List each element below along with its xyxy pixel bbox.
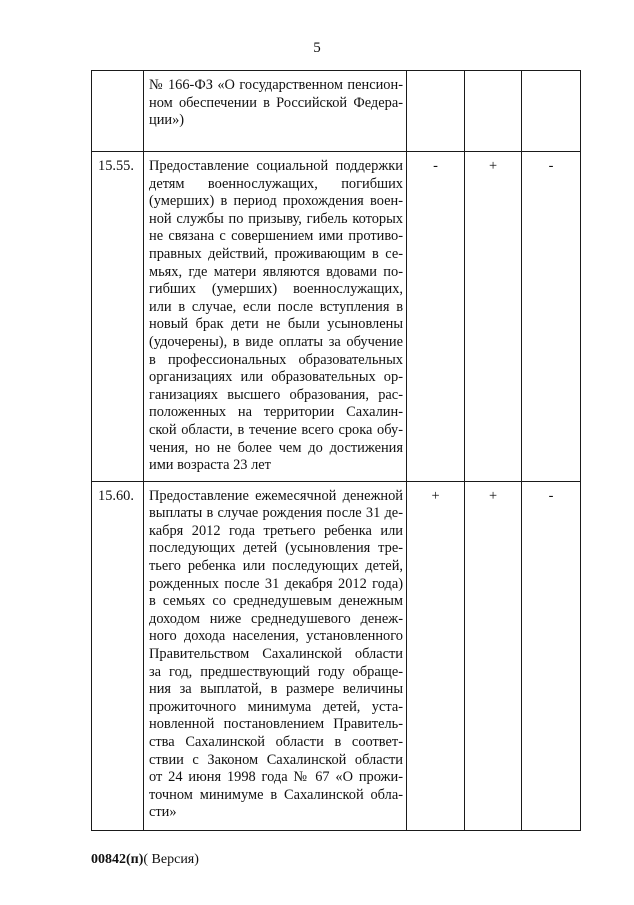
mark-column-1: + — [407, 481, 465, 830]
row-description — [144, 481, 407, 830]
description-line: ном обеспечении в Российской Федера- — [149, 94, 403, 111]
description-line: ими возраста 23 лет — [149, 457, 271, 474]
description-line: последующих детей (усыновления тре- — [149, 540, 403, 557]
description-line: (удочерены), в виде оплаты за обучение — [149, 333, 403, 350]
description-line: или в случае, если после вступления в — [149, 298, 403, 315]
row-number — [92, 71, 144, 152]
row-number: 15.55. — [92, 152, 144, 482]
table-row — [92, 481, 581, 830]
description-line: № 166-ФЗ «О государственном пенсион- — [149, 77, 403, 93]
description-line: организациях или образовательных ор- — [149, 369, 403, 386]
document-footer — [91, 852, 199, 868]
description-line: ганизациях высшего образования, рас- — [149, 386, 403, 403]
description-line: Предоставление социальной поддержки — [149, 158, 403, 174]
description-line: (умерших) в период прохождения воен- — [149, 193, 403, 210]
description-line: тьего ребенка или последующих детей, — [149, 558, 403, 575]
description-line: не связана с совершением ими противо- — [149, 228, 403, 245]
mark-column-3: - — [522, 152, 581, 482]
description-line: ной службы по призыву, гибель которых — [149, 210, 403, 227]
description-line: правных действий, проживающим в се- — [149, 245, 403, 262]
row-number: 15.60. — [92, 481, 144, 830]
description-line: новый брак дети не были усыновлены — [149, 316, 403, 333]
description-line: кабря 2012 года третьего ребенка или — [149, 522, 403, 539]
description-line: прожиточного минимума детей, уста- — [149, 698, 403, 715]
description-line: мьях, где матери являются вдовами по- — [149, 263, 403, 280]
page-number: 5 — [313, 40, 321, 56]
description-line: выплаты в случае рождения после 31 де- — [149, 505, 403, 522]
description-line: Предоставление ежемесячной денежной — [149, 487, 403, 504]
description-line: детям военнослужащих, погибших — [149, 175, 403, 192]
description-line: Правительством Сахалинской области — [149, 646, 403, 663]
description-line: ства Сахалинской области в соответ- — [149, 734, 403, 750]
description-line: ской области, в течение всего срока обу- — [149, 421, 403, 438]
description-line: ции») — [149, 112, 185, 129]
mark-column-2: + — [465, 152, 522, 482]
description-line: от 24 июня 1998 года № 67 «О прожи- — [149, 769, 403, 786]
description-line: в профессиональных образовательных — [149, 351, 403, 368]
description-line: ствии с Законом Сахалинской области — [149, 751, 403, 768]
mark-column-3 — [522, 71, 581, 152]
description-line: в семьях со среднедушевым денежным — [149, 593, 403, 610]
description-line: положенных на территории Сахалин- — [149, 404, 403, 421]
description-line: за год, предшествующий году обраще- — [149, 663, 403, 680]
row-description — [144, 71, 407, 152]
description-line: новленной постановлением Правитель- — [149, 716, 403, 733]
table-row — [92, 71, 581, 152]
row-description — [144, 152, 407, 482]
description-line: точном минимуме в Сахалинской обла- — [149, 786, 403, 803]
mark-column-2 — [465, 71, 522, 152]
services-table — [91, 70, 581, 831]
description-line: сти» — [149, 804, 177, 821]
mark-column-1: - — [407, 152, 465, 482]
table-row — [92, 152, 581, 482]
mark-column-2: + — [465, 481, 522, 830]
document-code: 00842(п) — [91, 852, 144, 867]
description-line: рожденных после 31 декабря 2012 года) — [149, 575, 403, 592]
description-line: ного дохода населения, установленного — [149, 628, 403, 645]
description-line: доходом ниже среднедушевого денеж- — [149, 610, 403, 627]
description-line: ния за выплатой, в размере величины — [149, 681, 403, 698]
description-line: гибших (умерших) военнослужащих, — [149, 281, 403, 298]
description-line: чения, но не более чем до достижения — [149, 439, 403, 456]
document-version: ( Версия) — [143, 852, 199, 867]
mark-column-1 — [407, 71, 465, 152]
mark-column-3: - — [522, 481, 581, 830]
